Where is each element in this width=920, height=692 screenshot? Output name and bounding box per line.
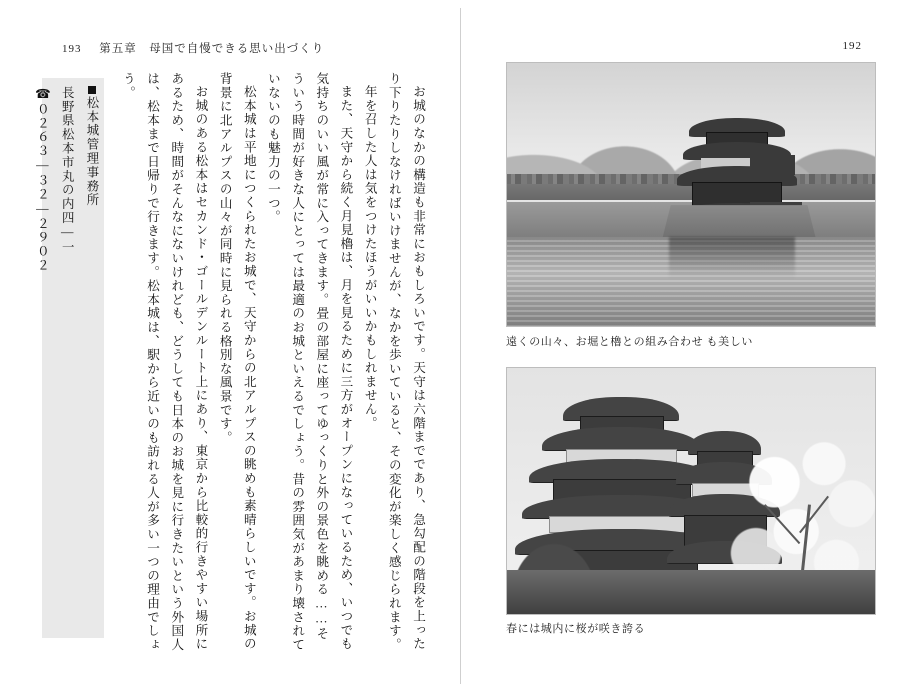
running-head: 第五章 母国で自慢できる思い出づくり <box>99 43 325 55</box>
photo-2-frame <box>506 367 876 615</box>
square-bullet-icon <box>88 86 96 94</box>
left-page-header <box>62 40 324 56</box>
contact-address: 長野県松本市丸の内四—一 <box>60 86 75 255</box>
body-paragraph-4: 松本城は平地につくられたお城で、天守からの北アルプスの眺めも素晴らしいです。お城の背景に北アルプスの山々が同時に見られる格別な風景です。 <box>217 72 256 651</box>
body-paragraph-2: 年を召した人は気をつけたほうがいいかもしれません。 <box>362 84 377 430</box>
contact-phone: ☎０２６３—３２—２９０２ <box>35 86 50 273</box>
photo-1-caption: 遠くの山々、お堀と櫓との組み合わせ も美しい <box>506 336 753 348</box>
body-paragraph-5: お城のある松本はセカンド・ゴールデンルート上にあり、東京から比較的行きやすい場所にあるため、時間がそんなにないけれども、どうしても日本のお城を見に行きたいという外国人は、松本まで日帰りで行きます。松本城は、駅から近いのも訪れる人が多い一つの理由でしょう。 <box>120 72 208 652</box>
body-paragraph-3: また、天守から続く月見櫓は、月を見るために三方がオープンになっているため、いつでも気持ちのいい風が常に入ってきます。畳の部屋に座ってゆっくりと外の景色を眺める……そういう時間が好きな人にとっては最適のお城といえるでしょう。昔の雰囲気があまり壊されていないのも魅力の一つ。 <box>265 72 353 652</box>
right-page <box>460 0 920 692</box>
photo-1-image <box>506 62 876 327</box>
contact-name: 松本城管理事務所 <box>85 96 99 208</box>
page-number-left: 193 <box>62 43 82 55</box>
photo-2-image <box>506 367 876 615</box>
contact-name-line <box>79 86 104 631</box>
body-paragraph-1: お城のなかの構造も非常におもしろいです。天守は六階までであり、急勾配の階段を上ったり下りたりしなければいけませんが、なかを歩いていると、その変化が楽しく感じられます。 <box>386 72 425 652</box>
photo-1-frame <box>506 62 876 327</box>
contact-info-text <box>35 86 104 631</box>
photo-2-caption: 春には城内に桜が咲き誇る <box>506 623 646 635</box>
photo-matsumoto-castle-cherry-blossom <box>506 367 876 615</box>
page-number-right: 192 <box>842 40 862 52</box>
photo-matsumoto-castle-across-moat <box>506 62 876 327</box>
